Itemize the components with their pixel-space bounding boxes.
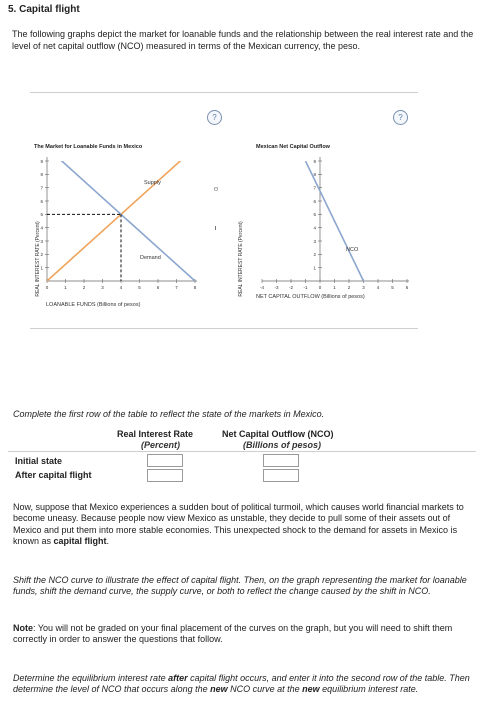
drawing-tool-label[interactable]: D: [211, 187, 218, 191]
lf-x-tick-label: 7: [175, 285, 178, 290]
lf-plot-area: [40, 148, 197, 290]
nco-y-tick-label: 8: [313, 172, 316, 178]
graph-bottom-rule: [30, 328, 418, 329]
after-nco-input[interactable]: [263, 469, 299, 482]
col-header-nco: Net Capital Outflow (NCO): [222, 429, 334, 439]
lf-chart-title: The Market for Loanable Funds in Mexico: [34, 144, 143, 150]
nco-x-tick-label: -4: [259, 285, 265, 290]
nco-y-tick-label: 1: [313, 265, 316, 271]
nco-y-tick-label: 6: [313, 198, 316, 204]
nco-x-tick-label: 4: [376, 285, 380, 290]
lf-y-tick-label: 3: [40, 238, 43, 244]
nco-chart[interactable]: [226, 136, 416, 318]
lf-supply-label: Supply: [144, 180, 161, 186]
nco-chart-title: Mexican Net Capital Outflow: [256, 144, 330, 150]
nco-y-axis-label: REAL INTEREST RATE (Percent): [238, 221, 244, 297]
initial-interest-rate-input[interactable]: [147, 454, 183, 467]
intro-text: The following graphs depict the market for loanable funds and the relationship between the real interest rate and the level of net capital outflow (NCO) measured in terms of the Mexican currency, the peso.: [12, 29, 474, 51]
nco-y-tick-label: 3: [313, 238, 316, 244]
row-label-initial: Initial state: [15, 456, 63, 466]
lf-y-tick-label: 1: [40, 265, 43, 271]
lf-y-axis-label: REAL INTEREST RATE (Percent): [35, 221, 41, 297]
help-button-right[interactable]: ?: [393, 110, 408, 125]
final-question-bold: new: [210, 684, 228, 695]
nco-x-tick-label: -3: [274, 285, 279, 290]
lf-x-tick-label: 2: [82, 285, 86, 290]
tool-marker[interactable]: [215, 226, 216, 230]
nco-x-tick-label: 6: [405, 285, 409, 290]
lf-y-tick-label: 5: [40, 212, 43, 218]
final-question: [13, 673, 473, 696]
lf-y-tick-label: 9: [40, 158, 43, 164]
nco-y-tick-label: 5: [313, 212, 316, 218]
shift-instruction: Shift the NCO curve to illustrate the effect of capital flight. Then, on the graph representing the market for loanable funds, shift the demand curve, the supply curve, or both to reflect the change caused by the shift in NCO.: [13, 575, 467, 597]
initial-nco-input[interactable]: [263, 454, 299, 467]
nco-y-tick-label: 9: [313, 158, 316, 164]
final-question-part: equilibrium interest rate.: [319, 684, 419, 695]
para1-bold-term: capital flight: [53, 536, 107, 547]
table-instruction: Complete the first row of the table to reflect the state of the markets in Mexico.: [13, 409, 325, 419]
col-subheader-interest-rate: (Percent): [141, 440, 181, 450]
lf-x-tick-label: 1: [64, 285, 67, 290]
lf-x-tick-label: 4: [119, 285, 123, 290]
graph-top-rule: [30, 92, 418, 93]
grading-note: [13, 623, 473, 646]
help-button-left[interactable]: ?: [207, 110, 222, 125]
nco-nco-curve: [306, 158, 364, 281]
table-row: [8, 451, 476, 485]
para1-end: .: [106, 536, 110, 547]
lf-x-tick-label: 0: [45, 285, 49, 290]
final-question-part: NCO curve at the: [227, 684, 303, 695]
lf-demand-label: Demand: [140, 255, 161, 261]
lf-x-tick-label: 6: [156, 285, 160, 290]
col-subheader-nco: (Billions of pesos): [243, 440, 322, 450]
row-label-after: After capital flight: [15, 470, 92, 480]
after-interest-rate-input[interactable]: [147, 469, 183, 482]
lf-x-tick-label: 8: [193, 285, 197, 290]
nco-x-tick-label: -1: [303, 285, 308, 290]
lf-y-tick-label: 8: [40, 172, 43, 178]
col-header-interest-rate: Real Interest Rate: [117, 429, 194, 439]
lf-y-tick-label: 6: [40, 198, 43, 204]
nco-x-tick-label: 0: [318, 285, 322, 290]
final-question-part: capital flight occurs, and enter it into the second row of the table. Then determine the level of NCO that occurs along the: [13, 673, 470, 695]
lf-y-tick-label: 4: [40, 225, 43, 231]
note-text: : You will not be graded on your final placement of the curves on the graph, but you will need to shift them correctly in order to answer the questions that follow.: [13, 623, 453, 645]
loanable-funds-chart[interactable]: [30, 136, 220, 318]
lf-y-tick-label: 7: [40, 185, 43, 191]
page-title: 5. Capital flight: [8, 4, 80, 15]
final-question-bold: new: [302, 684, 320, 695]
nco-x-tick-label: 1: [333, 285, 336, 290]
lf-x-axis-label: LOANABLE FUNDS (Billions of pesos): [46, 302, 141, 308]
nco-x-tick-label: 5: [391, 285, 394, 290]
capital-flight-description: [13, 502, 473, 548]
nco-y-tick-label: 7: [313, 185, 316, 191]
lf-x-tick-label: 5: [138, 285, 141, 290]
nco-x-axis-label: NET CAPITAL OUTFLOW (Billions of pesos): [256, 294, 365, 300]
lf-y-tick-label: 2: [40, 252, 43, 258]
final-question-part: Determine the equilibrium interest rate: [13, 673, 169, 683]
para1-text: Now, suppose that Mexico experiences a sudden bout of political turmoil, which causes world financial markets to become uneasy. Because people now view Mexico as unstable, they decide to pull some of their assets out of Mexico and put them into more stable economies. This unexpected shock to the demand for assets in Mexico is known as: [13, 502, 464, 547]
table-rule: [8, 451, 476, 452]
lf-x-tick-label: 3: [101, 285, 104, 290]
nco-plot-area: [260, 157, 409, 290]
nco-x-tick-label: -2: [288, 285, 294, 290]
nco-curve-label: NCO: [346, 247, 359, 253]
nco-x-tick-label: 3: [362, 285, 365, 290]
note-label: Note: [13, 623, 33, 633]
nco-y-tick-label: 4: [313, 225, 316, 231]
final-question-bold: after: [168, 673, 188, 683]
nco-y-tick-label: 2: [313, 252, 316, 258]
nco-x-tick-label: 2: [347, 285, 351, 290]
